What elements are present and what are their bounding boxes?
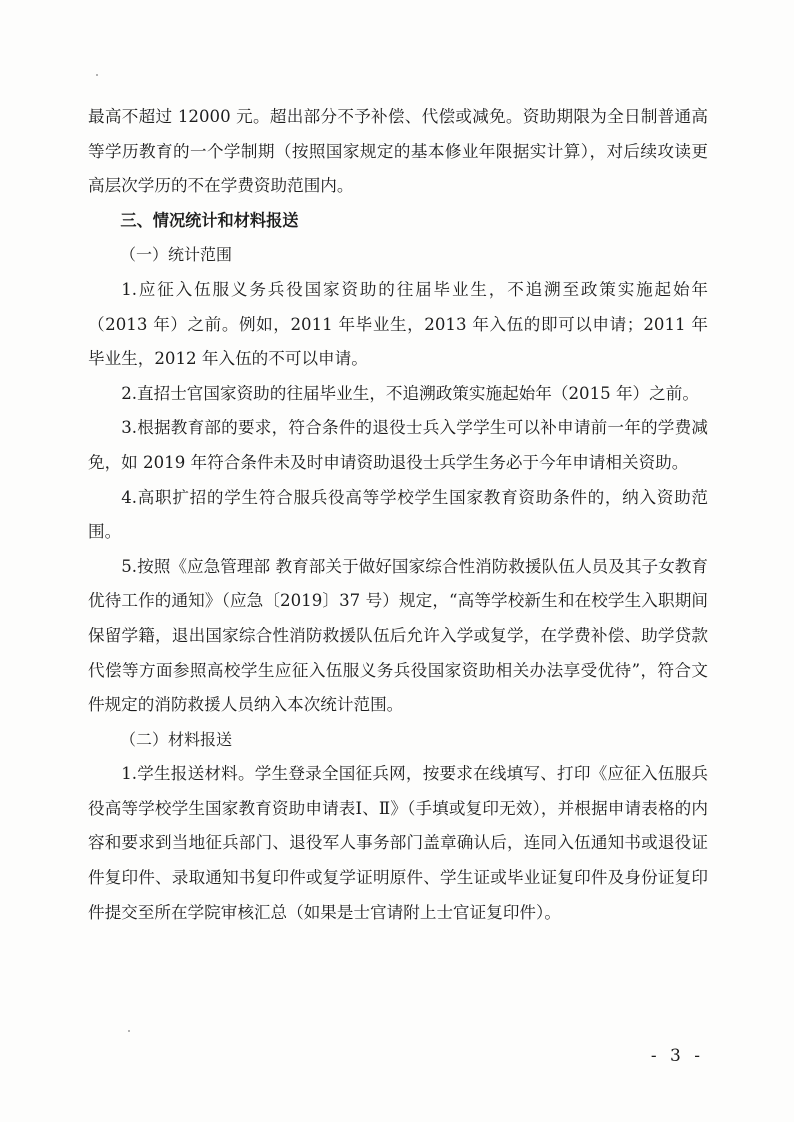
subheading-statistics-scope: （一）统计范围 xyxy=(120,245,233,265)
paragraph-scope-item-5: 5.按照《应急管理部 教育部关于做好国家综合性消防救援队伍人员及其子女教育优待工作的通知》（应急〔2019〕37 号）规定，“高等学校新生和在校学生入职期间保留学籍，退出国家综合性消防救援队伍后允许入学或复学，在学费补偿、助学贷款代偿等方面参照高校学生应征入伍服义务兵役国家资助相关办法享受优待”，符合文件规定的消防救援人员纳入本次统计范围。 xyxy=(88,556,708,715)
paragraph-submission-item-1: 1.学生报送材料。学生登录全国征兵网，按要求在线填写、打印《应征入伍服兵役高等学校学生国家教育资助申请表Ⅰ、Ⅱ》（手填或复印无效），并根据申请表格的内容和要求到当地征兵部门、退役军人事务部门盖章确认后，连同入伍通知书或退役证件复印件、录取通知书复印件或复学证明原件、学生证或毕业证复印件及身份证复印件提交至所在学院审核汇总（如果是士官请附上士官证复印件）。 xyxy=(88,764,708,922)
subheading-material-submission: （二）材料报送 xyxy=(120,729,233,749)
scan-speck xyxy=(96,74,98,76)
scan-speck xyxy=(128,1030,130,1032)
paragraph-scope-item-1: 1.应征入伍服义务兵役国家资助的往届毕业生，不追溯至政策实施起始年（2013 年）之前。例如，2011 年毕业生，2013 年入伍的即可以申请；2011 年毕业生，2012 年入伍的不可以申请。 xyxy=(88,279,708,369)
paragraph-funding-limit: 最高不超过 12000 元。超出部分不予补偿、代偿或减免。资助期限为全日制普通高等学历教育的一个学制期（按照国家规定的基本修业年限据实计算），对后续攻读更高层次学历的不在学费资助范围内。 xyxy=(88,107,708,196)
paragraph-scope-item-4: 4.高职扩招的学生符合服兵役高等学校学生国家教育资助条件的，纳入资助范围。 xyxy=(88,487,708,542)
document-body xyxy=(88,100,708,930)
paragraph-scope-item-2: 2.直招士官国家资助的往届毕业生，不追溯政策实施起始年（2015 年）之前。 xyxy=(121,383,699,403)
section-heading-statistics: 三、情况统计和材料报送 xyxy=(120,210,299,230)
paragraph-scope-item-3: 3.根据教育部的要求，符合条件的退役士兵入学学生可以补申请前一年的学费减免，如 2019 年符合条件未及时申请资助退役士兵学生务必于今年申请相关资助。 xyxy=(88,418,708,472)
page-number: - 3 - xyxy=(650,1046,704,1066)
